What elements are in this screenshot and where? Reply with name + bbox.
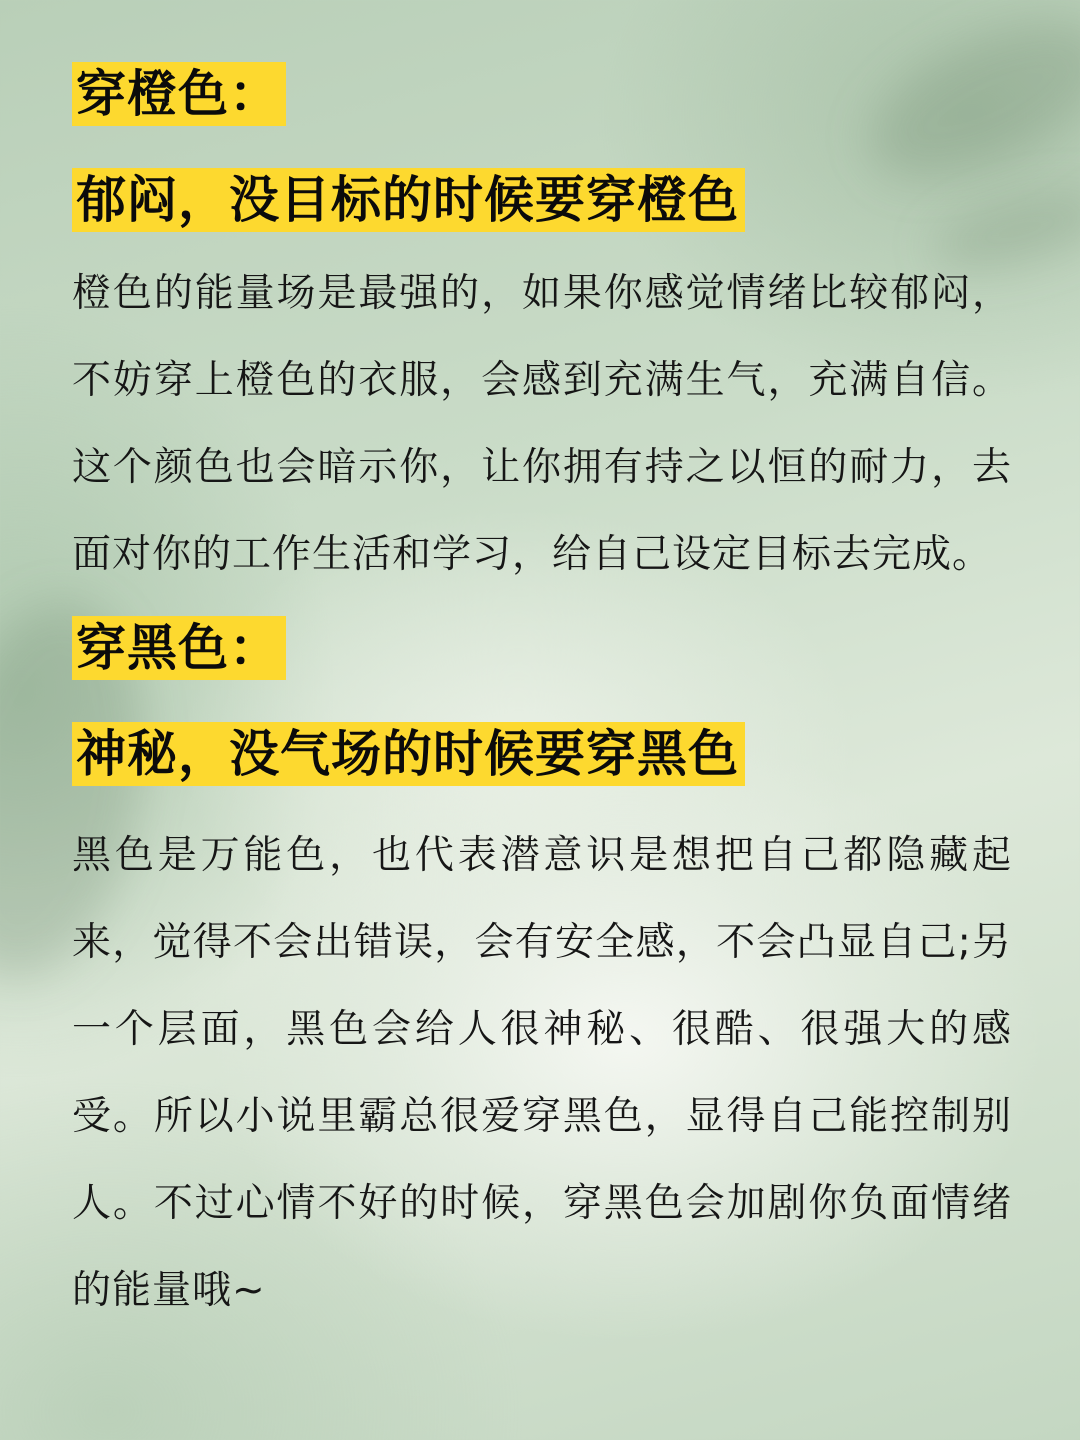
article [72,62,1012,1334]
section-body: 橙色的能量场是最强的，如果你感觉情绪比较郁闷，不妨穿上橙色的衣服，会感到充满生气，充满自信。这个颜色也会暗示你，让你拥有持之以恒的耐力，去面对你的工作生活和学习，给自己设定目标去完成。 [72,271,1012,577]
section-orange [72,62,1012,598]
section-subheading: 郁闷，没目标的时候要穿橙色 [72,168,745,232]
section-subheading: 神秘，没气场的时候要穿黑色 [72,722,745,786]
section-heading: 穿橙色： [72,62,286,126]
section-body: 黑色是万能色，也代表潜意识是想把自己都隐藏起来，觉得不会出错误，会有安全感，不会凸显自己;另一个层面，黑色会给人很神秘、很酷、很强大的感受。所以小说里霸总很爱穿黑色，显得自己能控制别人。不过心情不好的时候，穿黑色会加剧你负面情绪的能量哦~ [72,833,1012,1313]
section-heading: 穿黑色： [72,616,286,680]
section-black [72,616,1012,1334]
